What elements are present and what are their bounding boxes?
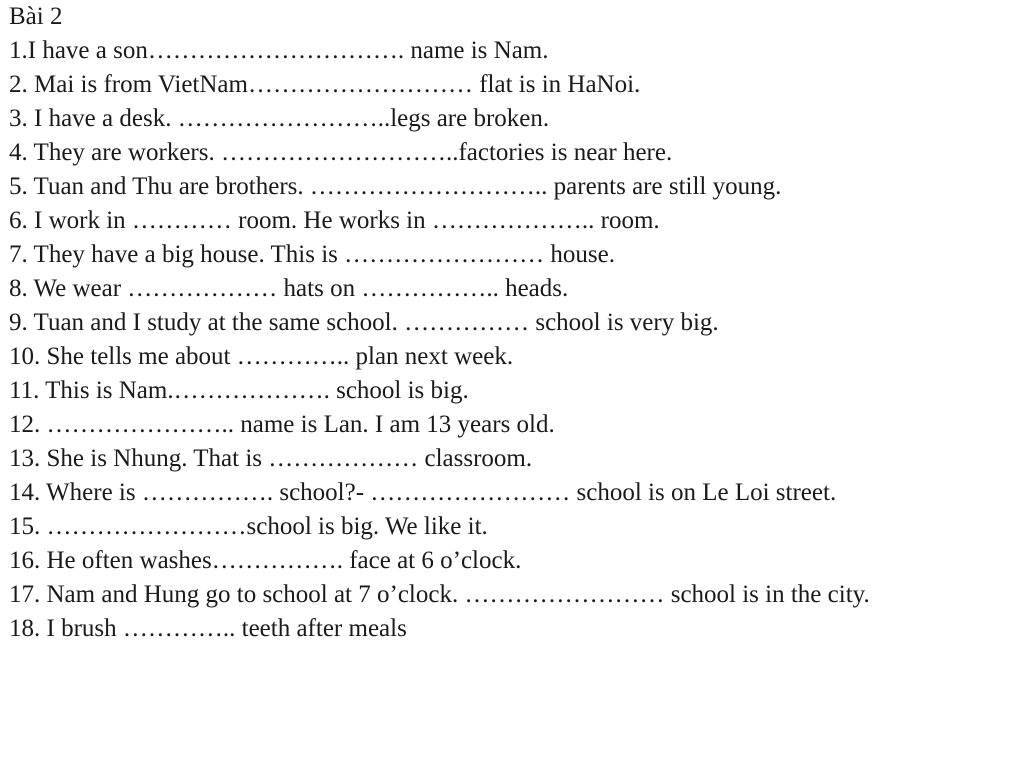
exercise-line-12: 12. ………………….. name is Lan. I am 13 years old. (9, 411, 555, 438)
exercise-line-7: 7. They have a big house. This is …………………… house. (9, 241, 615, 268)
exercise-sheet (9, 0, 1014, 646)
exercise-line-6: 6. I work in ………… room. He works in ……………….. room. (9, 207, 660, 234)
exercise-line-1: 1.I have a son…………………………. name is Nam. (9, 37, 549, 64)
exercise-line-5: 5. Tuan and Thu are brothers. ……………………….. parents are still young. (9, 173, 782, 200)
exercise-line-2: 2. Mai is from VietNam……………………… flat is in HaNoi. (9, 71, 641, 98)
exercise-line-14: 14. Where is ……………. school?- …………………… school is on Le Loi street. (9, 479, 837, 506)
exercise-line-3: 3. I have a desk. ……………………..legs are broken. (9, 105, 550, 132)
exercise-line-13: 13. She is Nhung. That is ……………… classroom. (9, 445, 533, 472)
exercise-line-8: 8. We wear ……………… hats on …………….. heads. (9, 275, 569, 302)
exercise-line-10: 10. She tells me about ………….. plan next week. (9, 343, 514, 370)
exercise-line-9: 9. Tuan and I study at the same school. …………… school is very big. (9, 309, 719, 336)
exercise-line-11: 11. This is Nam.………………. school is big. (9, 377, 469, 404)
exercise-line-4: 4. They are workers. ………………………..factories is near here. (9, 139, 673, 166)
exercise-line-17: 17. Nam and Hung go to school at 7 o’clock. …………………… school is in the city. (9, 581, 870, 608)
exercise-line-18: 18. I brush ………….. teeth after meals (9, 615, 407, 642)
exercise-line-15: 15. ……………………school is big. We like it. (9, 513, 488, 540)
exercise-line-16: 16. He often washes……………. face at 6 o’clock. (9, 547, 522, 574)
exercise-title: Bài 2 (9, 3, 63, 30)
